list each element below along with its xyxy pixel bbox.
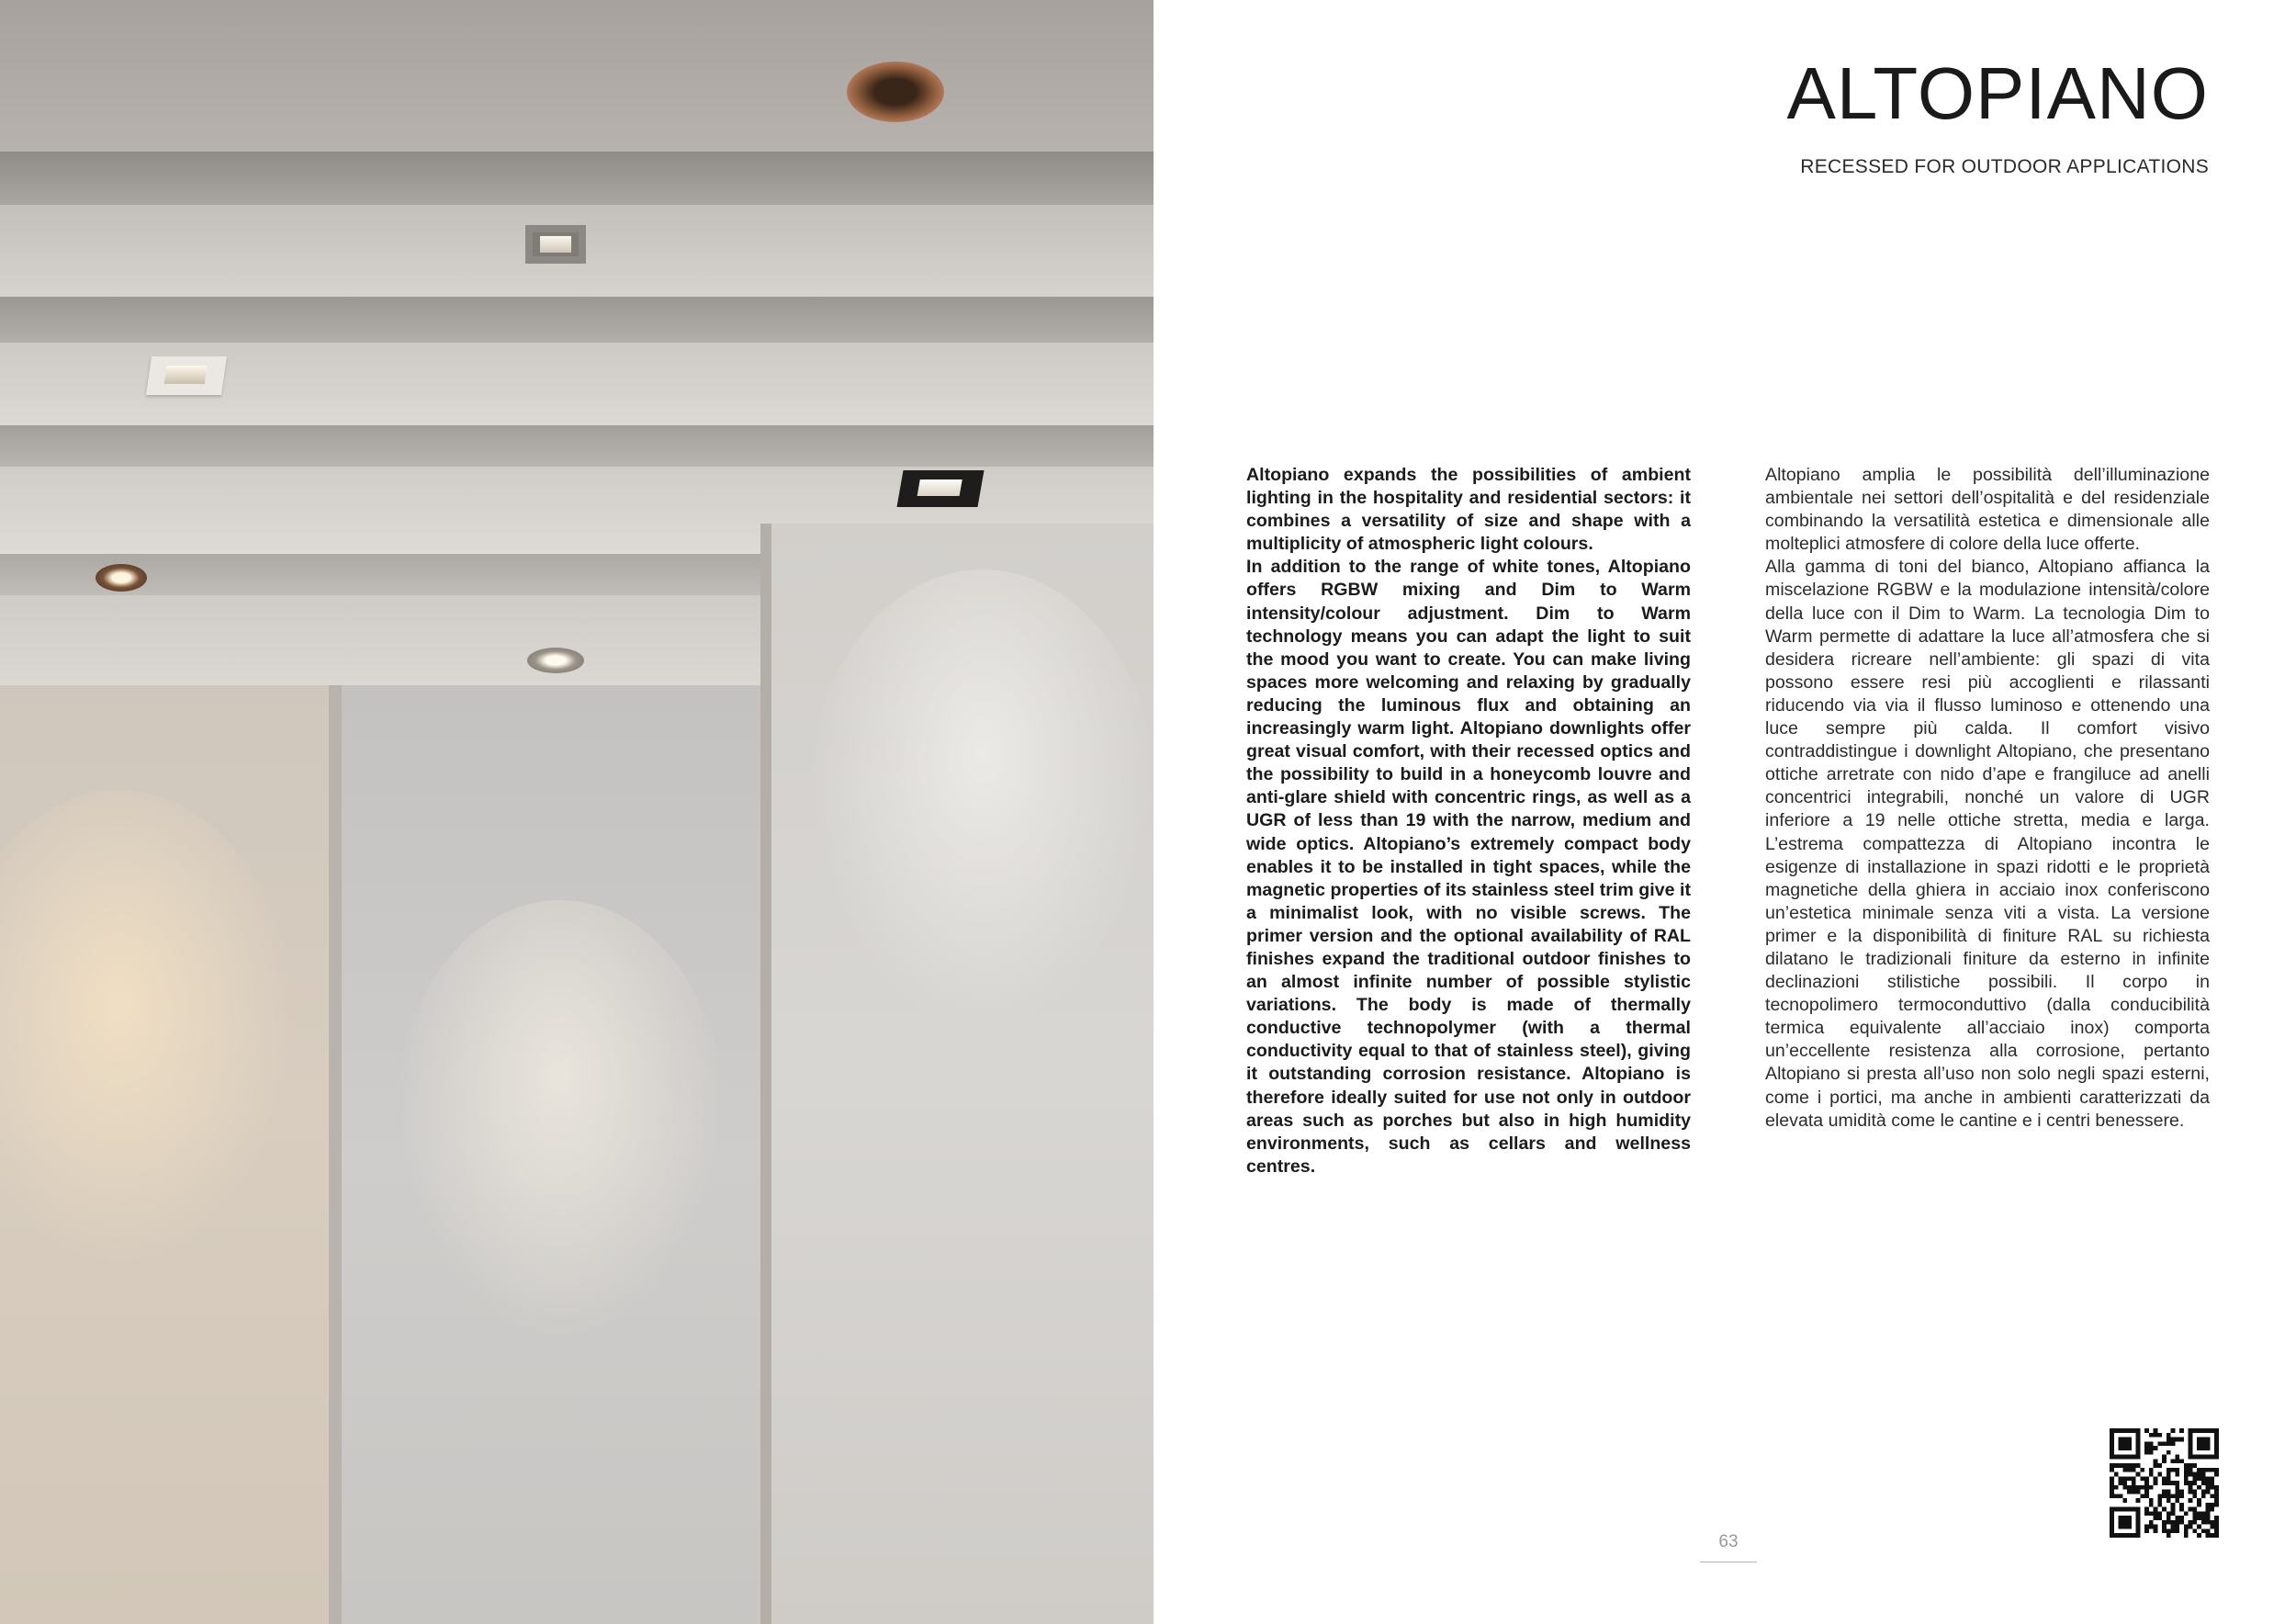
ceiling-beam (0, 425, 1154, 467)
paragraph: Alla gamma di toni del bianco, Altopiano affianca la miscelazione RGBW e la modulazione intensità/colore della luce con il Dim to Warm. La tecnologia Dim to Warm permette di adattare la luce all’atmosfera che si desidera ricreare nell’ambiente: gli spazi di vita possono essere resi più accoglienti e rilassanti riducendo via via il flusso luminoso e ottenendo una luce sempre più calda. Il comfort visivo contraddistingue i downlight Altopiano, che presentano ottiche arretrate con nido d’ape e frangiluce ad anelli concentrici integrabili, nonché un valore di UGR inferiore a 19 nelle ottiche stretta, media e larga. L’estrema compattezza di Altopiano incontra le esigenze di installazione in spazi ridotti e le proprietà magnetiche della ghiera in acciaio inox conferiscono un’estetica minimale senza viti a vista. La versione primer e la disponibilità di finiture RAL su richiesta dilatano le tradizionali finiture da esterno in infinite declinazioni stilistiche possibili. Il corpo in tecnopolimero termoconduttivo (dalla conducibilità termica equivalente all’acciaio inox) comporta un’eccellente resistenza alla corrosione, pertanto Altopiano si presta all’uso non solo negli spazi esterni, come i portici, ma anche in ambienti caratterizzati da elevata umidità come le cantine e i centri benessere. (1765, 557, 2210, 1131)
page-subtitle: RECESSED FOR OUTDOOR APPLICATIONS (1800, 156, 2209, 177)
square-downlight-black (896, 470, 984, 507)
ceiling-slab (0, 0, 1154, 152)
light-glow (808, 570, 1154, 1029)
page-title: ALTOPIANO (1786, 52, 2209, 134)
italian-text-column (1765, 464, 2210, 1133)
paragraph: Altopiano expands the possibilities of ambient lighting in the hospitality and residential sectors: it combines a versatility of size and shape with a multiplicity of atmospheric light colours. (1246, 465, 1691, 555)
wall-shadow-strip (760, 524, 771, 1624)
paragraph: Altopiano amplia le possibilità dell’illuminazione ambientale nei settori dell’ospitalità e del residenziale combinando la versatilità estetica e dimensionale alle molteplici atmosfere di colore della luce offerte. (1765, 465, 2210, 555)
square-downlight (525, 225, 586, 264)
paragraph: In addition to the range of white tones, Altopiano offers RGBW mixing and Dim to Warm intensity/colour adjustment. Dim to Warm technology means you can adapt the light to suit the mood you want to create. You can make living spaces more welcoming and relaxing by gradually reducing the luminous flux and obtaining an increasingly warm light. Altopiano downlights offer great visual comfort, with their recessed optics and the possibility to build in a honeycomb louvre and anti-glare shield with concentric rings, as well as a UGR of less than 19 with the narrow, medium and wide optics. Altopiano’s extremely compact body enables it to be installed in tight spaces, while the magnetic properties of its stainless steel trim give it a minimalist look, with no visible screws. The primer version and the optional availability of RAL finishes expand the traditional outdoor finishes to an almost infinite number of possible stylistic variations. The body is made of thermally conductive technopolymer (with a thermal conductivity equal to that of stainless steel), giving it outstanding corrosion resistance. Altopiano is therefore ideally suited for use not only in outdoor areas such as porches but also in high humidity environments, such as cellars and wellness centres. (1246, 557, 1691, 1177)
page-number: 63 (1718, 1532, 1739, 1551)
wall-shadow-strip (329, 685, 342, 1624)
qr-code-icon[interactable] (2110, 1428, 2219, 1538)
ceiling-beam (0, 297, 1154, 343)
ceiling-beam (0, 152, 1154, 205)
english-text-column (1246, 464, 1691, 1179)
light-glow (395, 900, 726, 1341)
round-downlight (96, 564, 147, 592)
round-downlight (527, 648, 584, 673)
round-downlight-copper (847, 62, 944, 122)
square-downlight-white (146, 356, 227, 395)
